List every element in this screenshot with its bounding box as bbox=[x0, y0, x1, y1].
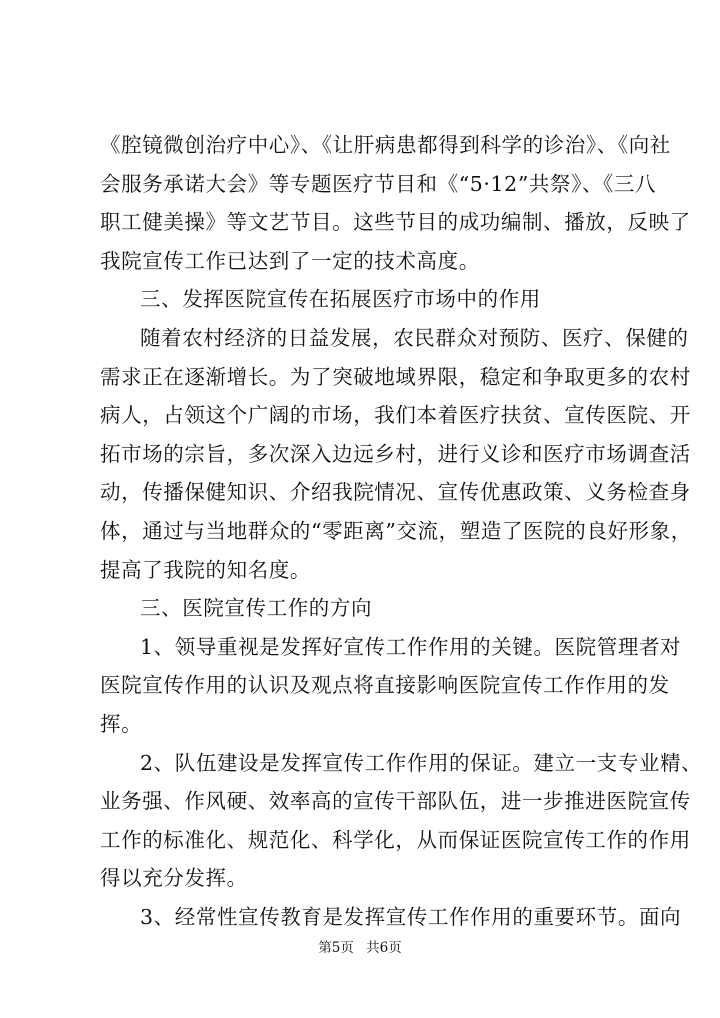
text-line: 2、队伍建设是发挥宣传工作作用的保证。建立一支专业精、 bbox=[140, 750, 703, 775]
text-line: 体，通过与当地群众的“零距离”交流，塑造了医院的良好形象， bbox=[100, 518, 692, 543]
text-line: 提高了我院的知名度。 bbox=[100, 557, 311, 582]
text-line: 工作的标准化、规范化、科学化，从而保证医院宣传工作的作用 bbox=[100, 827, 691, 852]
text-line: 病人，占领这个广阔的市场，我们本着医疗扶贫、宣传医院、开 bbox=[100, 403, 691, 428]
text-line: 业务强、作风硬、效率高的宣传干部队伍，进一步推进医院宣传 bbox=[100, 789, 691, 814]
text-line: 1、领导重视是发挥好宣传工作作用的关键。医院管理者对 bbox=[140, 634, 682, 659]
page-footer bbox=[0, 938, 720, 958]
text-line: 《腔镜微创治疗中心》、《让肝病患都得到科学的诊治》、《向社 bbox=[100, 133, 671, 157]
document-body bbox=[100, 126, 703, 936]
text-line: 挥。 bbox=[100, 711, 143, 736]
text-line: 我院宣传工作已达到了一定的技术高度。 bbox=[100, 248, 480, 273]
text-line: 3、经常性宣传教育是发挥宣传工作作用的重要环节。面向 bbox=[140, 904, 682, 929]
text-line: 医院宣传作用的认识及观点将直接影响医院宣传工作作用的发 bbox=[100, 673, 670, 698]
text-line: 职工健美操》等文艺节目。这些节目的成功编制、播放，反映了 bbox=[100, 210, 691, 235]
page-number: 第5页 bbox=[318, 940, 354, 956]
text-line: 三、医院宣传工作的方向 bbox=[140, 596, 373, 621]
text-line: 得以充分发挥。 bbox=[100, 866, 248, 891]
text-line: 动，传播保健知识、介绍我院情况、宣传优惠政策、义务检查身 bbox=[100, 480, 691, 505]
text-line: 三、发挥医院宣传在拓展医疗市场中的作用 bbox=[140, 287, 541, 312]
text-line: 随着农村经济的日益发展，农民群众对预防、医疗、保健的 bbox=[140, 325, 689, 350]
text-line: 会服务承诺大会》等专题医疗节目和《“5·12”共祭》、《三八 bbox=[100, 171, 657, 196]
text-line: 拓市场的宗旨，多次深入边远乡村，进行义诊和医疗市场调查活 bbox=[100, 441, 691, 466]
page-total: 共6页 bbox=[366, 940, 402, 956]
text-line: 需求正在逐渐增长。为了突破地域界限，稳定和争取更多的农村 bbox=[100, 364, 691, 389]
